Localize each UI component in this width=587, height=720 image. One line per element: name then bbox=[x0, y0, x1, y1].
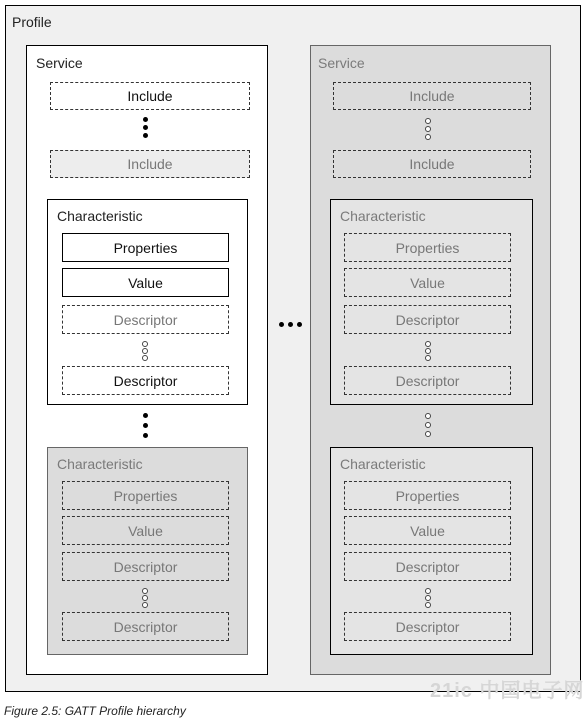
vertical-ellipsis-ring bbox=[425, 134, 431, 140]
vertical-ellipsis-ring bbox=[142, 595, 148, 601]
vertical-ellipsis-dot bbox=[143, 133, 148, 138]
service-left-include-1: Include bbox=[50, 82, 250, 110]
vertical-ellipsis-dot bbox=[143, 125, 148, 130]
service-left-char-2-value: Value bbox=[62, 516, 229, 545]
vertical-ellipsis-ring bbox=[425, 595, 431, 601]
vertical-ellipsis-icon bbox=[425, 413, 431, 419]
horizontal-ellipsis-dot bbox=[297, 322, 302, 327]
vertical-ellipsis-ring bbox=[425, 422, 431, 428]
service-right-char-1-properties: Properties bbox=[344, 233, 511, 262]
vertical-ellipsis-icon bbox=[143, 413, 148, 418]
service-left-label: Service bbox=[36, 55, 83, 71]
service-right-include-1: Include bbox=[333, 82, 531, 110]
service-right-char-2-properties: Properties bbox=[344, 481, 511, 510]
service-right-char-2-descriptor-1: Descriptor bbox=[344, 552, 511, 581]
service-right-include-2: Include bbox=[333, 150, 531, 178]
service-right-label: Service bbox=[318, 55, 365, 71]
vertical-ellipsis-ring bbox=[425, 431, 431, 437]
vertical-ellipsis-icon bbox=[142, 341, 148, 347]
vertical-ellipsis-ring bbox=[425, 602, 431, 608]
horizontal-ellipsis-icon bbox=[279, 322, 284, 327]
profile-label: Profile bbox=[12, 14, 52, 30]
vertical-ellipsis-icon bbox=[425, 341, 431, 347]
service-right-char-1-descriptor-2: Descriptor bbox=[344, 366, 511, 395]
service-right-char-2-descriptor-2: Descriptor bbox=[344, 612, 511, 641]
vertical-ellipsis-ring bbox=[142, 355, 148, 361]
service-left-char-2-label: Characteristic bbox=[57, 456, 143, 472]
service-left-char-1-descriptor-1: Descriptor bbox=[62, 305, 229, 334]
horizontal-ellipsis-dot bbox=[288, 322, 293, 327]
vertical-ellipsis-icon bbox=[142, 588, 148, 594]
service-left-char-1-value: Value bbox=[62, 268, 229, 297]
vertical-ellipsis-icon bbox=[425, 588, 431, 594]
vertical-ellipsis-dot bbox=[143, 423, 148, 428]
vertical-ellipsis-dot bbox=[143, 433, 148, 438]
service-left-char-2-descriptor-1: Descriptor bbox=[62, 552, 229, 581]
vertical-ellipsis-icon bbox=[425, 118, 431, 124]
vertical-ellipsis-ring bbox=[142, 348, 148, 354]
service-right-char-2-label: Characteristic bbox=[340, 456, 426, 472]
vertical-ellipsis-ring bbox=[425, 348, 431, 354]
service-right-char-1-label: Characteristic bbox=[340, 208, 426, 224]
vertical-ellipsis-ring bbox=[425, 355, 431, 361]
watermark: 21ic 中国电子网 bbox=[430, 680, 585, 702]
vertical-ellipsis-ring bbox=[142, 602, 148, 608]
service-right-char-1-value: Value bbox=[344, 268, 511, 297]
figure-caption: Figure 2.5: GATT Profile hierarchy bbox=[4, 704, 186, 718]
service-left-char-2-properties: Properties bbox=[62, 481, 229, 510]
service-left-char-1-descriptor-2: Descriptor bbox=[62, 366, 229, 395]
vertical-ellipsis-ring bbox=[425, 126, 431, 132]
service-right-char-2-value: Value bbox=[344, 516, 511, 545]
service-right-char-1-descriptor-1: Descriptor bbox=[344, 305, 511, 334]
vertical-ellipsis-icon bbox=[143, 117, 148, 122]
service-left-char-1-properties: Properties bbox=[62, 233, 229, 262]
service-left-char-1-label: Characteristic bbox=[57, 208, 143, 224]
service-left-include-2: Include bbox=[50, 150, 250, 178]
service-left-char-2-descriptor-2: Descriptor bbox=[62, 612, 229, 641]
